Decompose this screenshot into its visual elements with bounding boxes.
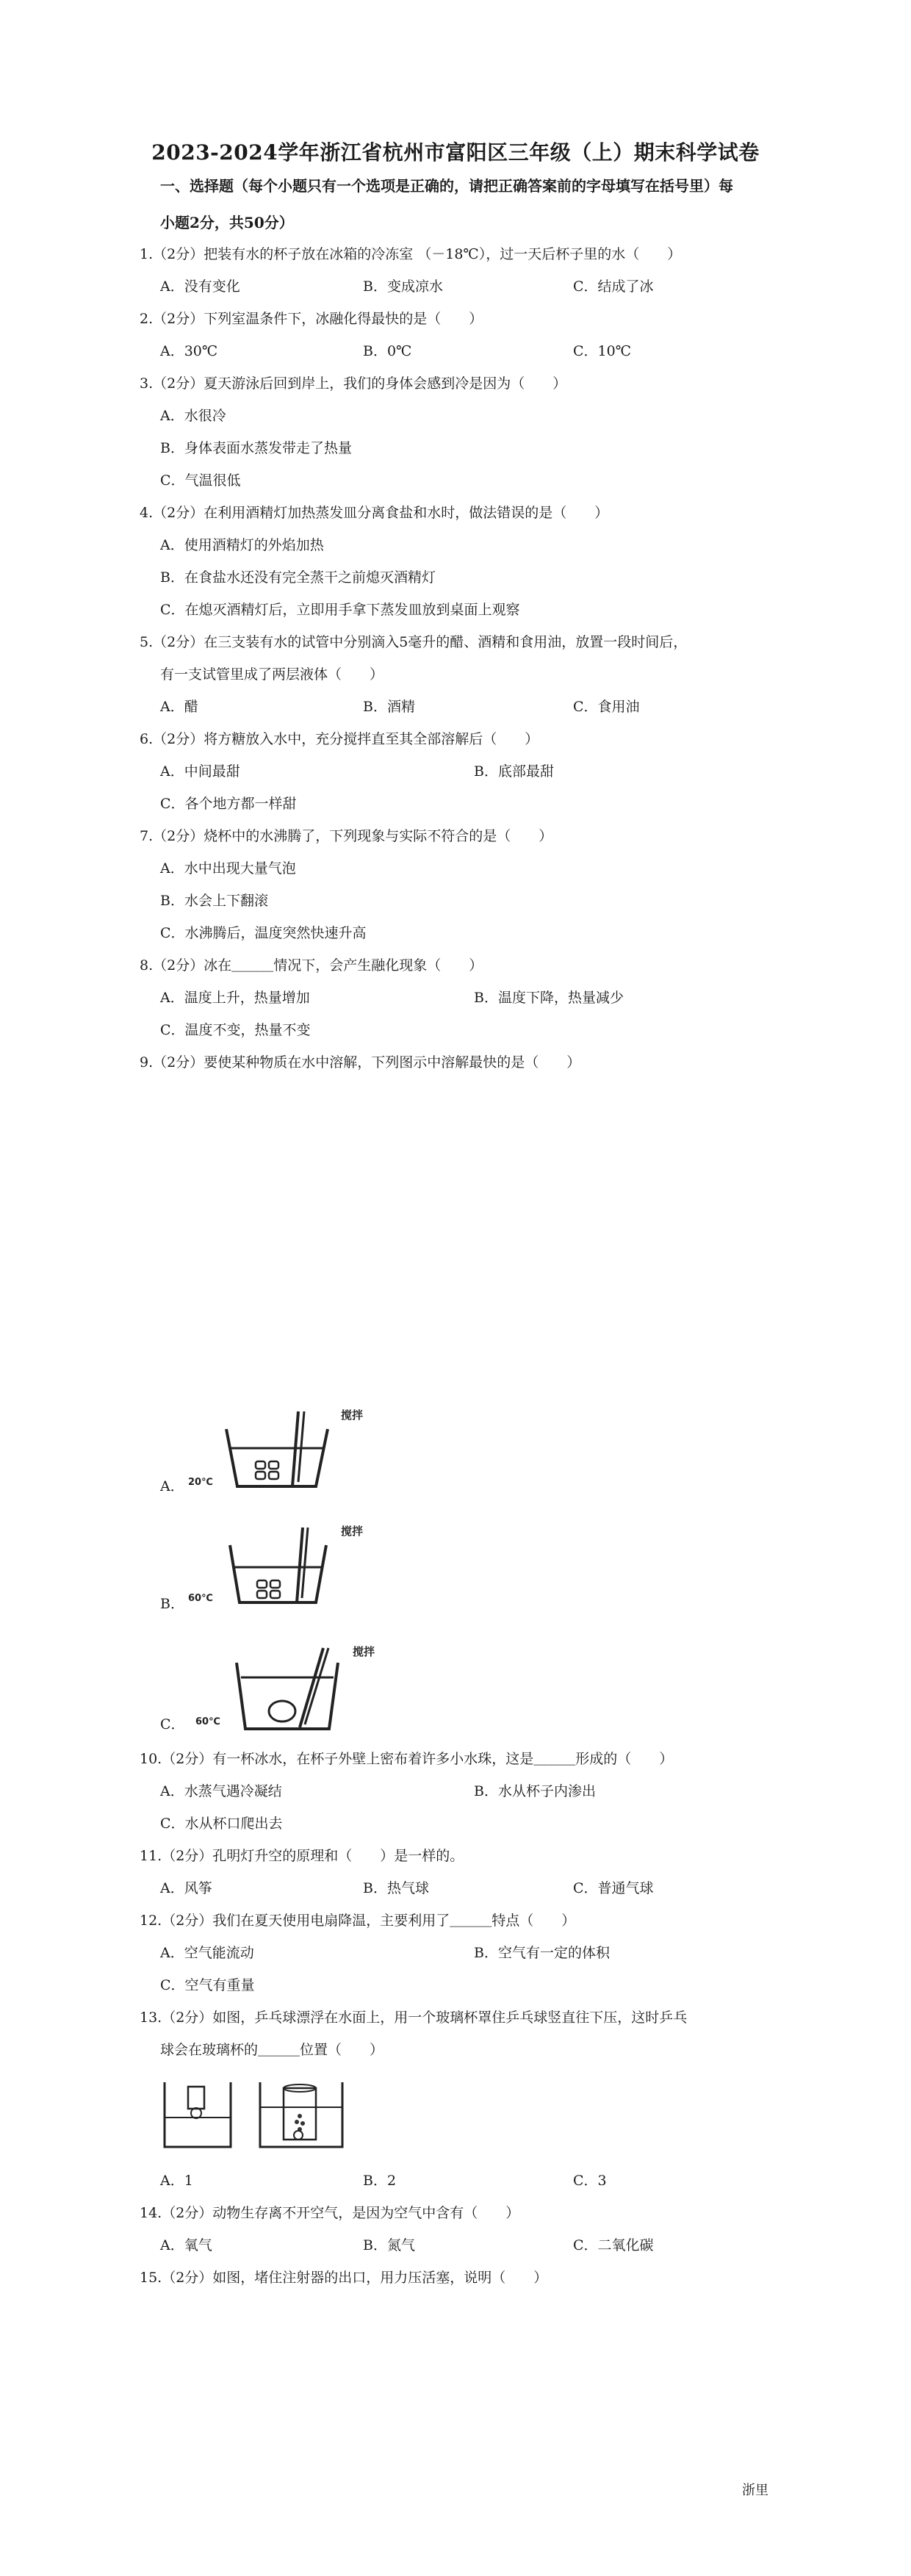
section-heading-line1: 一、选择题（每个小题只有一个选项是正确的，请把正确答案前的字母填写在括号里）每 — [160, 177, 733, 195]
beaker-figure-b — [182, 1516, 388, 1619]
beaker-figure-a — [182, 1400, 388, 1503]
q2-option-b: B．0℃ — [363, 343, 412, 359]
q14-option-a: A．氧气 — [160, 2237, 212, 2253]
q7-option-c: C．水沸腾后，温度突然快速升高 — [160, 925, 367, 941]
fig-a-temp-label: 20℃ — [188, 1477, 213, 1488]
q13-option-b: B．2 — [363, 2173, 397, 2189]
q3-option-c: C．气温很低 — [160, 472, 241, 489]
question-13-cont: 球会在玻璃杯的＿＿＿位置（ ） — [160, 2042, 384, 2058]
fig-c-stir-label: 搅拌 — [353, 1645, 375, 1658]
q14-option-c: C．二氧化碳 — [573, 2237, 654, 2253]
question-9: 9.（2分）要使某种物质在水中溶解，下列图示中溶解最快的是（ ） — [140, 1054, 581, 1071]
q1-option-a: A．没有变化 — [160, 278, 240, 295]
q8-option-b: B．温度下降，热量减少 — [474, 990, 624, 1006]
question-1: 1.（2分）把装有水的杯子放在冰箱的冷冻室 （－18℃），过一天后杯子里的水（ ） — [140, 246, 682, 262]
question-13: 13.（2分）如图，乒乓球漂浮在水面上，用一个玻璃杯罩住乒乓球竖直往下压，这时乒乓 — [140, 2010, 688, 2026]
q6-option-a: A．中间最甜 — [160, 763, 240, 780]
q4-option-b: B．在食盐水还没有完全蒸干之前熄灭酒精灯 — [160, 569, 436, 586]
q12-option-b: B．空气有一定的体积 — [474, 1945, 610, 1961]
q8-option-a: A．温度上升，热量增加 — [160, 990, 310, 1006]
q4-option-c: C．在熄灭酒精灯后，立即用手拿下蒸发皿放到桌面上观察 — [160, 602, 520, 618]
question-6: 6.（2分）将方糖放入水中，充分搅拌直至其全部溶解后（ ） — [140, 731, 539, 747]
q14-option-b: B．氮气 — [363, 2237, 415, 2253]
fig-b-temp-label: 60℃ — [188, 1593, 213, 1604]
fig-c-temp-label: 60℃ — [195, 1716, 220, 1727]
q11-option-b: B．热气球 — [363, 1880, 429, 1896]
q1-option-b: B．变成凉水 — [363, 278, 443, 295]
q11-option-a: A．风筝 — [160, 1880, 212, 1896]
beaker-figure-c — [182, 1633, 388, 1744]
question-8: 8.（2分）冰在＿＿＿情况下，会产生融化现象（ ） — [140, 957, 483, 974]
q11-option-c: C．普通气球 — [573, 1880, 654, 1896]
question-14: 14.（2分）动物生存离不开空气，是因为空气中含有（ ） — [140, 2205, 520, 2221]
q12-option-a: A．空气能流动 — [160, 1945, 254, 1961]
q6-option-b: B．底部最甜 — [474, 763, 554, 780]
q8-option-c: C．温度不变，热量不变 — [160, 1022, 311, 1038]
question-4: 4.（2分）在利用酒精灯加热蒸发皿分离食盐和水时，做法错误的是（ ） — [140, 505, 609, 521]
question-11: 11.（2分）孔明灯升空的原理和（ ）是一样的。 — [140, 1848, 464, 1864]
q7-option-b: B．水会上下翻滚 — [160, 893, 268, 909]
q5-option-b: B．酒精 — [363, 699, 415, 715]
fig-a-stir-label: 搅拌 — [341, 1408, 364, 1422]
question-2: 2.（2分）下列室温条件下，冰融化得最快的是（ ） — [140, 311, 483, 327]
question-5-cont: 有一支试管里成了两层液体（ ） — [160, 666, 384, 683]
exam-title: 2023-2024学年浙江省杭州市富阳区三年级（上）期末科学试卷 — [151, 140, 760, 165]
q9-option-c: C． — [160, 1716, 185, 1733]
q5-option-a: A．醋 — [160, 699, 198, 715]
q13-option-c: C．3 — [573, 2173, 607, 2189]
q13-option-a: A．1 — [160, 2173, 193, 2189]
q3-option-b: B．身体表面水蒸发带走了热量 — [160, 440, 352, 456]
section-heading-line2: 小题2分，共50分） — [160, 214, 294, 231]
q9-option-b: B． — [160, 1596, 184, 1612]
q5-option-c: C．食用油 — [573, 699, 640, 715]
q10-option-a: A．水蒸气遇冷凝结 — [160, 1783, 282, 1799]
q12-option-c: C．空气有重量 — [160, 1977, 255, 1993]
q3-option-a: A．水很冷 — [160, 408, 226, 424]
question-15: 15.（2分）如图，堵住注射器的出口，用力压活塞，说明（ ） — [140, 2270, 548, 2286]
q1-option-c: C．结成了冰 — [573, 278, 654, 295]
question-10: 10.（2分）有一杯冰水，在杯子外壁上密布着许多小水珠，这是＿＿＿形成的（ ） — [140, 1751, 674, 1767]
q2-option-c: C．10℃ — [573, 343, 631, 359]
q9-option-a: A． — [160, 1478, 184, 1494]
page-footer: 浙里 — [742, 2483, 768, 2498]
question-5: 5.（2分）在三支装有水的试管中分别滴入5毫升的醋、酒精和食用油，放置一段时间后， — [140, 634, 688, 650]
q2-option-a: A．30℃ — [160, 343, 218, 359]
q4-option-a: A．使用酒精灯的外焰加热 — [160, 537, 324, 553]
q10-option-b: B．水从杯子内渗出 — [474, 1783, 596, 1799]
q10-option-c: C．水从杯口爬出去 — [160, 1816, 283, 1832]
q6-option-c: C．各个地方都一样甜 — [160, 796, 297, 812]
question-12: 12.（2分）我们在夏天使用电扇降温，主要利用了＿＿＿特点（ ） — [140, 1913, 576, 1929]
section-heading — [160, 168, 777, 241]
fig-b-stir-label: 搅拌 — [341, 1525, 364, 1538]
question-7: 7.（2分）烧杯中的水沸腾了，下列现象与实际不符合的是（ ） — [140, 828, 553, 844]
ping-pong-figure — [163, 2072, 347, 2153]
question-3: 3.（2分）夏天游泳后回到岸上，我们的身体会感到冷是因为（ ） — [140, 375, 567, 392]
q7-option-a: A．水中出现大量气泡 — [160, 860, 296, 877]
